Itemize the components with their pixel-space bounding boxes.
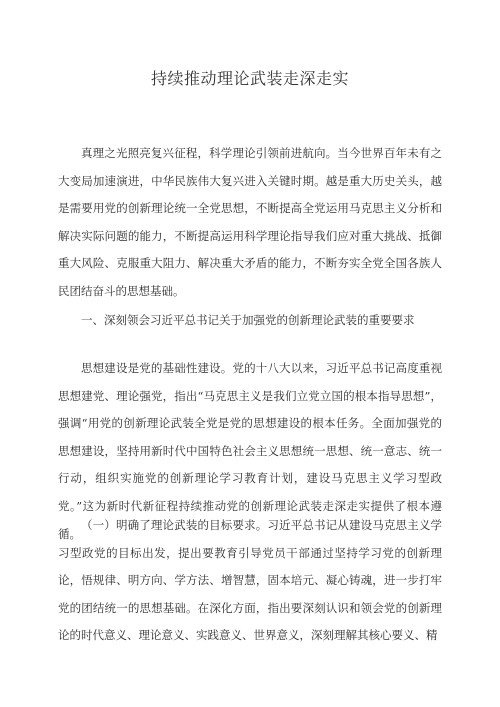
document-title: 持续推动理论武装走深走实	[150, 69, 349, 88]
subsection-paragraph: （一）明确了理论武装的目标要求。习近平总书记从建设马克思主义学习型政党的目标出发，提出要教育引导党员干部通过坚持学习党的创新理论，悟规律、明方向、学方法、增智慧，固本培元、凝心铸魂，进一步打牢党的团结统一的思想基础。在深化方面，指出要深刻认识和领会党的创新理论的时代意义、理论意义、实践意义、世界意义，深刻理解其核心要义、精	[58, 518, 442, 643]
section-heading: 一、深刻领会习近平总书记关于加强党的创新理论武装的重要要求	[81, 313, 415, 327]
section-paragraph: 思想建设是党的基础性建设。党的十八大以来，习近平总书记高度重视思想建党、理论强党，指出“马克思主义是我们立党立国的根本指导思想”，强调“用党的创新理论武装全党是党的思想建设的根本任务。全面加强党的思想建设，坚持用新时代中国特色社会主义思想统一思想、统一意志、统一行动，组织实施党的创新理论学习教育计划，建设马克思主义学习型政党。”这为新时代新征程持续推动党的创新理论武装走深走实提供了根本遵循。	[58, 361, 442, 541]
intro-paragraph: 真理之光照亮复兴征程，科学理论引领前进航向。当今世界百年未有之大变局加速演进，中华民族伟大复兴进入关键时期。越是重大历史关头，越是需要用党的创新理论统一全党思想，不断提高全党运用马克思主义分析和解决实际问题的能力，不断提高运用科学理论指导我们应对重大挑战、抵御重大风险、克服重大阻力、解决重大矛盾的能力，不断夯实全党全国各族人民团结奋斗的思想基础。	[58, 146, 442, 298]
